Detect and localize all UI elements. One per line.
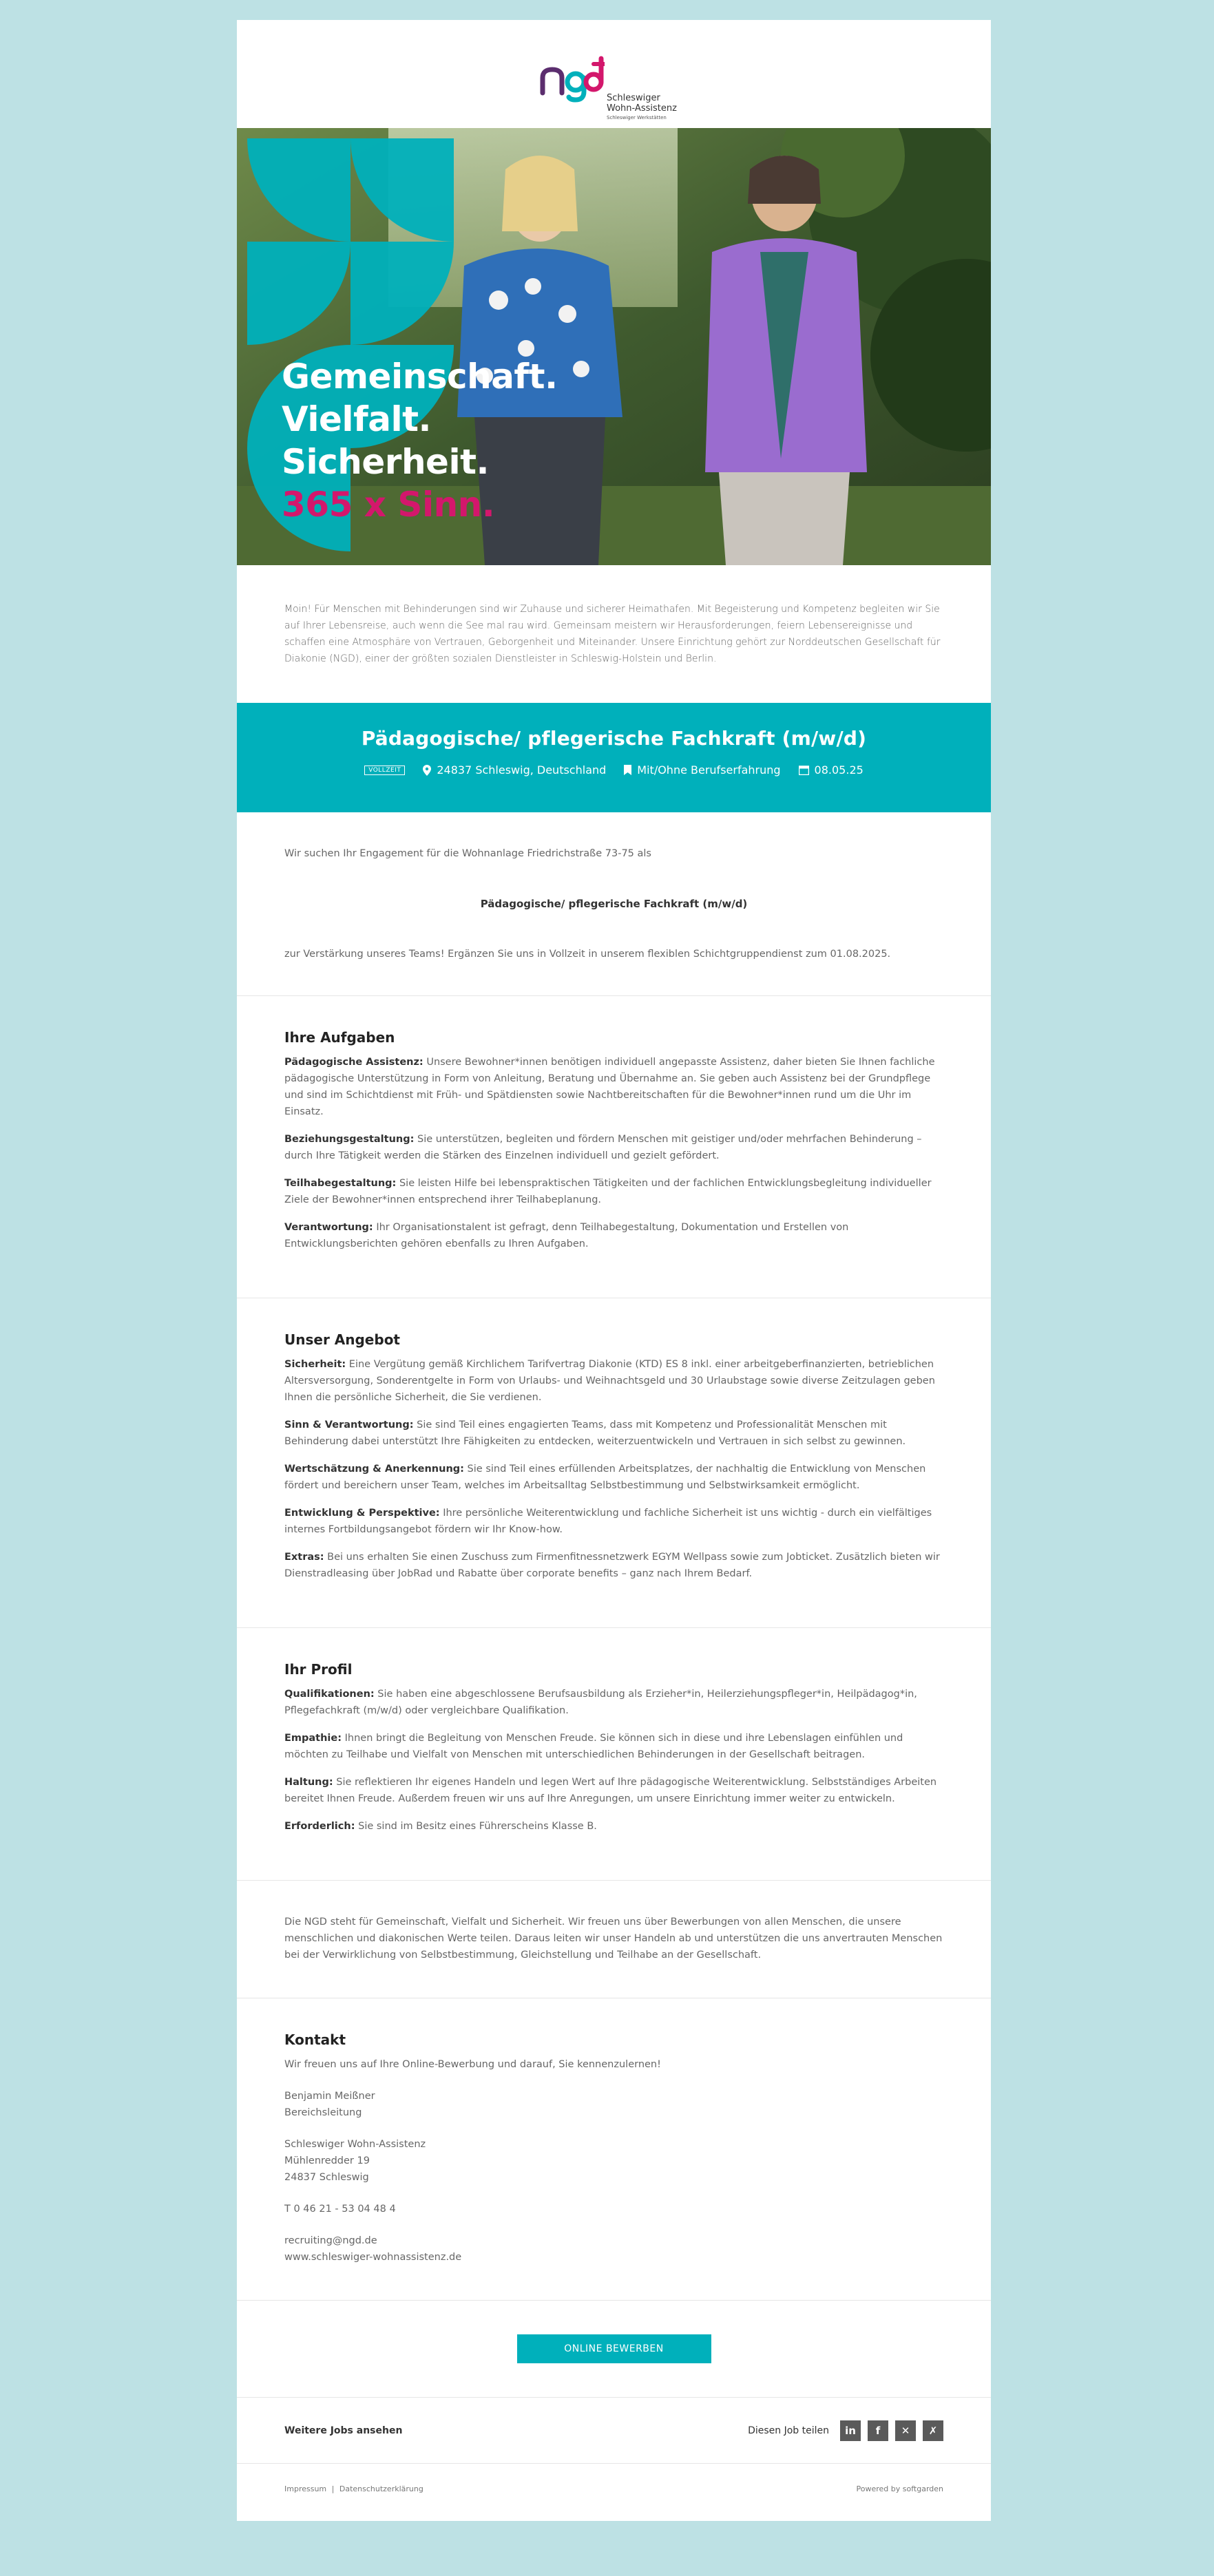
employment-type-badge: VOLLZEIT: [364, 766, 405, 775]
profile-text: Sie reflektieren Ihr eigenes Handeln und legen Wert auf Ihre pädagogische Weiterentwicklung. Selbstständiges Arbeiten bereitet Ihnen Freude. Außerdem freuen wir uns auf Ihre Anregungen, um unsere Einrichtung immer weiter zu entwickeln.: [284, 1777, 937, 1804]
job-experience-text: Mit/Ohne Berufserfahrung: [637, 763, 781, 777]
offer-item: [284, 1549, 943, 1582]
task-label: Teilhabegestaltung:: [284, 1178, 397, 1189]
hero-tagline: [282, 355, 558, 526]
facebook-icon[interactable]: f: [868, 2420, 888, 2441]
tasks-section: [237, 996, 991, 1298]
x-icon[interactable]: ✕: [895, 2420, 916, 2441]
contact-city: 24837 Schleswig: [284, 2172, 369, 2183]
apply-button[interactable]: ONLINE BEWERBEN: [517, 2334, 711, 2363]
task-item: [284, 1054, 943, 1120]
offer-text: Sie sind Teil eines erfüllenden Arbeitsplatzes, der nachhaltig die Entwicklung von Menschen fördert und bereichern unser Team, welches im Arbeitsalltag Selbstbestimmung und Selbstwirksamkeit ermöglicht.: [284, 1464, 926, 1491]
offer-label: Sicherheit:: [284, 1359, 346, 1370]
task-item: [284, 1219, 943, 1252]
offer-item: [284, 1356, 943, 1406]
task-text: Ihr Organisationstalent ist gefragt, denn Teilhabegestaltung, Dokumentation und Erstellen von Entwicklungsberichten gehören ebenfalls zu Ihren Aufgaben.: [284, 1222, 849, 1249]
profile-label: Haltung:: [284, 1777, 333, 1788]
profile-item: [284, 1818, 943, 1835]
profile-item: [284, 1730, 943, 1763]
offer-label: Wertschätzung & Anerkennung:: [284, 1464, 464, 1475]
contact-role: Bereichsleitung: [284, 2107, 362, 2118]
intro-text: Moin! Für Menschen mit Behinderungen sind wir Zuhause und sicherer Heimathafen. Mit Begeisterung und Kompetenz begleiten wir Sie auf Ihrer Lebensreise, auch wenn die See mal rau wird. Gemeinsam meistern wir Herausforderungen, feiern Lebensereignisse und schaffen eine Atmosphäre von Vertrauen, Geborgenheit und Miteinander. Unsere Einrichtung gehört zur Norddeutschen Gesellschaft für Diakonie (NGD), einer der größten sozialen Dienstleister in Schleswig-Holstein und Berlin.: [284, 604, 941, 664]
footer-links: [284, 2484, 426, 2493]
job-title-band: [237, 703, 991, 812]
diversity-statement: Die NGD steht für Gemeinschaft, Vielfalt und Sicherheit. Wir freuen uns über Bewerbungen von allen Menschen, die unsere menschlichen und diakonischen Werte teilen. Daraus leiten wir unser Handeln ab und unterstützen die uns anvertrauten Menschen bei der Verwirklichung von Selbstbestimmung, Gleichstellung und Teilhabe an der Gesellschaft.: [284, 1917, 943, 1961]
job-location: [423, 763, 606, 777]
share-group: [748, 2420, 943, 2441]
ngd-logo-icon: [538, 53, 605, 103]
offer-item: [284, 1505, 943, 1538]
bookmark-icon: [624, 765, 631, 775]
hero-line-1: Gemeinschaft.: [282, 357, 558, 397]
offer-label: Sinn & Verantwortung:: [284, 1419, 414, 1430]
task-item: [284, 1175, 943, 1208]
offer-label: Extras:: [284, 1552, 324, 1563]
calendar-icon: [799, 765, 809, 775]
offer-text: Ihre persönliche Weiterentwicklung und fachliche Sicherheit ist uns wichtig - durch ein vielfältiges internes Fortbildungsangebot fördern wir Ihr Know-how.: [284, 1508, 932, 1535]
job-meta: [237, 763, 991, 777]
profile-label: Qualifikationen:: [284, 1689, 375, 1700]
share-label: Diesen Job teilen: [748, 2425, 829, 2436]
brand-name-line3: Schleswiger Werkstätten: [607, 115, 667, 120]
profile-item: [284, 1686, 943, 1719]
profile-heading: Ihr Profil: [284, 1661, 353, 1678]
job-posting-card: [237, 20, 991, 2521]
profile-text: Ihnen bringt die Begleitung von Menschen Freude. Sie können sich in diese und ihre Lebenslagen einfühlen und möchten zu Teilhabe und Vielfalt von Menschen mit unterschiedlichen Behinderungen in der Gesellschaft beitragen.: [284, 1733, 903, 1760]
job-date: [799, 763, 864, 777]
engagement-job-title: Pädagogische/ pflegerische Fachkraft (m/w/d): [480, 898, 748, 910]
job-location-text: 24837 Schleswig, Deutschland: [437, 763, 607, 777]
privacy-link[interactable]: Datenschutzerklärung: [339, 2484, 423, 2493]
offer-text: Eine Vergütung gemäß Kirchlichem Tarifvertrag Diakonie (KTD) ES 8 inkl. einer arbeitgeberfinanzierten, betrieblichen Altersversorgung, Sonderentgelte in Form von Urlaubs- und Weihnachtsgeld und 30 Urlaubstage sowie diverse Zeitzulagen geben Ihnen die persönliche Sicherheit, die Sie verdienen.: [284, 1359, 935, 1403]
profile-label: Empathie:: [284, 1733, 342, 1744]
profile-text: Sie haben eine abgeschlossene Berufsausbildung als Erzieher*in, Heilerziehungspfleger*in, Heilpädagog*in, Pflegefachkraft (m/w/d) oder vergleichbare Qualifikation.: [284, 1689, 917, 1716]
job-experience: [624, 763, 780, 777]
linkedin-icon[interactable]: in: [840, 2420, 861, 2441]
task-item: [284, 1131, 943, 1164]
powered-by[interactable]: Powered by softgarden: [856, 2484, 943, 2493]
impressum-link[interactable]: Impressum: [284, 2484, 327, 2493]
tasks-heading: Ihre Aufgaben: [284, 1029, 395, 1046]
engagement-line: Wir suchen Ihr Engagement für die Wohnanlage Friedrichstraße 73-75 als: [284, 848, 651, 859]
task-text: Sie unterstützen, begleiten und fördern Menschen mit geistiger und/oder mehrfachen Behinderung – durch Ihre Tätigkeit werden die Stärken des Einzelnen individuell und gezielt gefördert.: [284, 1134, 922, 1161]
task-text: Sie leisten Hilfe bei lebenspraktischen Tätigkeiten und der fachlichen Entwicklungsbegleitung individueller Ziele der Bewohner*innen entsprechend ihrer Teilhabeplanung.: [284, 1178, 932, 1205]
job-title: Pädagogische/ pflegerische Fachkraft (m/w/d): [361, 727, 867, 750]
brand-name-line2: Wohn-Assistenz: [607, 103, 677, 114]
profile-text: Sie sind im Besitz eines Führerscheins Klasse B.: [355, 1821, 597, 1832]
contact-org: Schleswiger Wohn-Assistenz: [284, 2139, 426, 2150]
footer: [237, 2464, 991, 2493]
hero-line-2: Vielfalt.: [282, 399, 432, 439]
offer-label: Entwicklung & Perspektive:: [284, 1508, 440, 1519]
hero-image: [237, 128, 991, 565]
task-label: Pädagogische Assistenz:: [284, 1057, 423, 1068]
hero-line-3: Sicherheit.: [282, 442, 489, 482]
task-label: Beziehungsgestaltung:: [284, 1134, 415, 1145]
footer-separator: |: [331, 2484, 335, 2493]
engagement-section: [237, 812, 991, 995]
offer-heading: Unser Angebot: [284, 1331, 400, 1348]
offer-text: Bei uns erhalten Sie einen Zuschuss zum Firmenfitnessnetzwerk EGYM Wellpass sowie zum Jobticket. Zusätzlich bieten wir Dienstradleasing über JobRad und Rabatte über corporate benefits – ganz nach Ihrem Bedarf.: [284, 1552, 940, 1579]
contact-street: Mühlenredder 19: [284, 2155, 370, 2166]
contact-heading: Kontakt: [284, 2031, 346, 2048]
job-date-text: 08.05.25: [814, 763, 864, 777]
profile-section: [237, 1628, 991, 1880]
profile-item: [284, 1774, 943, 1807]
engagement-reinforcement: zur Verstärkung unseres Teams! Ergänzen Sie uns in Vollzeit in unserem flexiblen Schichtgruppendienst zum 01.08.2025.: [284, 949, 891, 960]
contact-website-link[interactable]: www.schleswiger-wohnassistenz.de: [284, 2252, 462, 2263]
more-jobs-link[interactable]: Weitere Jobs ansehen: [284, 2425, 403, 2436]
contact-intro: Wir freuen uns auf Ihre Online-Bewerbung und darauf, Sie kennenzulernen!: [284, 2059, 661, 2070]
offer-text: Sie sind Teil eines engagierten Teams, dass mit Kompetenz und Professionalität Menschen mit Behinderung dabei unterstützt Ihre Fähigkeiten zu entdecken, weiterzuentwickeln und Vertrauen in sich selbst zu gewinnen.: [284, 1419, 906, 1447]
share-row: [237, 2398, 991, 2463]
profile-label: Erforderlich:: [284, 1821, 355, 1832]
offer-item: [284, 1417, 943, 1450]
xing-icon[interactable]: ✗: [923, 2420, 943, 2441]
offer-section: [237, 1298, 991, 1627]
header: [237, 20, 991, 128]
brand-name-line1: Schleswiger: [607, 93, 660, 103]
apply-area: [237, 2301, 991, 2397]
contact-person: Benjamin Meißner: [284, 2091, 375, 2102]
task-label: Verantwortung:: [284, 1222, 373, 1233]
task-text: Unsere Bewohner*innen benötigen individuell angepasste Assistenz, daher bieten Sie Ihnen fachliche pädagogische Unterstützung in Form von Anleitung, Beratung und Übernahme an. Sie geben auch Assistenz bei der Grundpflege und sind im Schichtdienst mit Früh- und Spätdiensten sowie Nachtbereitschaften für die Bewohner*innen rund um die Uhr im Einsatz.: [284, 1057, 935, 1117]
contact-phone: T 0 46 21 - 53 04 48 4: [284, 2204, 396, 2215]
offer-item: [284, 1461, 943, 1494]
hero-line-4: 365 x Sinn.: [282, 485, 495, 525]
contact-email-link[interactable]: recruiting@ngd.de: [284, 2235, 377, 2246]
contact-section: [237, 1998, 991, 2300]
location-pin-icon: [423, 765, 431, 776]
